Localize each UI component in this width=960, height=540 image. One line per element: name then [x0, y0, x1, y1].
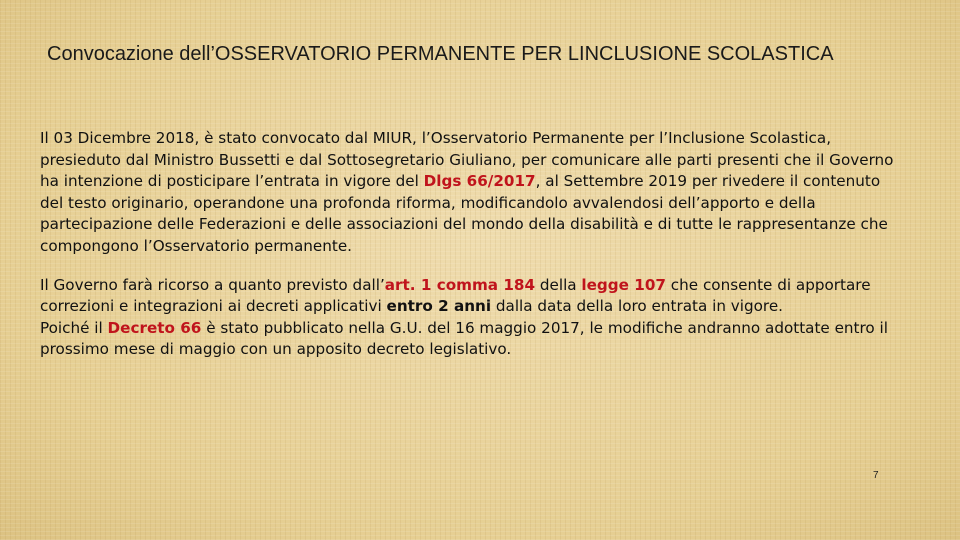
paragraph-convocation — [40, 128, 900, 258]
paragraph-decree-text-1: Poiché il — [40, 318, 108, 337]
paragraph-decree — [40, 318, 900, 361]
dlgs-66-2017-highlight: Dlgs 66/2017 — [423, 172, 536, 191]
paragraph-government-text-2: della — [535, 275, 582, 294]
entro-2-anni-bold: entro 2 anni — [386, 297, 492, 316]
slide-body — [40, 128, 900, 361]
page-number: 7 — [873, 470, 879, 481]
paragraph-convocation-text-1: Il 03 Dicembre 2018, è stato convocato dal MIUR, l’Osservatorio Permanente per l’Inclusione Scolastica, presieduto dal Ministro Bussetti e dal Sottosegretario Giuliano, per comunicare alle parti presenti che il Governo ha intenzione di posticipare l’entrata in vigore del — [40, 129, 894, 191]
paragraph-government — [40, 275, 900, 318]
decreto-66-highlight: Decreto 66 — [107, 318, 202, 337]
paragraph-government-text-3: che consente di apportare correzioni e integrazioni ai decreti applicativi — [40, 275, 871, 316]
paragraph-decree-text-2: è stato pubblicato nella G.U. del 16 maggio 2017, le modifiche andranno adottate entro il prossimo mese di maggio con un apposito decreto legislativo. — [40, 318, 888, 359]
paragraph-government-text-1: Il Governo farà ricorso a quanto previsto dall’ — [40, 275, 385, 294]
paragraph-convocation-text-2: , al Settembre 2019 per rivedere il contenuto del testo originario, operandone una profonda riforma, modificandolo avvalendosi dell’apporto e della partecipazione delle Federazioni e delle associazioni del mondo della disabilità e di tutte le rappresentanze che compongono l’Osservatorio permanente. — [40, 172, 888, 255]
legge-107-highlight: legge 107 — [581, 275, 666, 294]
slide-title: Convocazione dell’OSSERVATORIO PERMANENTE PER LINCLUSIONE SCOLASTICA — [47, 43, 834, 65]
art-1-comma-184-highlight: art. 1 comma 184 — [384, 275, 536, 294]
paragraph-government-text-4: dalla data della loro entrata in vigore. — [491, 297, 784, 316]
